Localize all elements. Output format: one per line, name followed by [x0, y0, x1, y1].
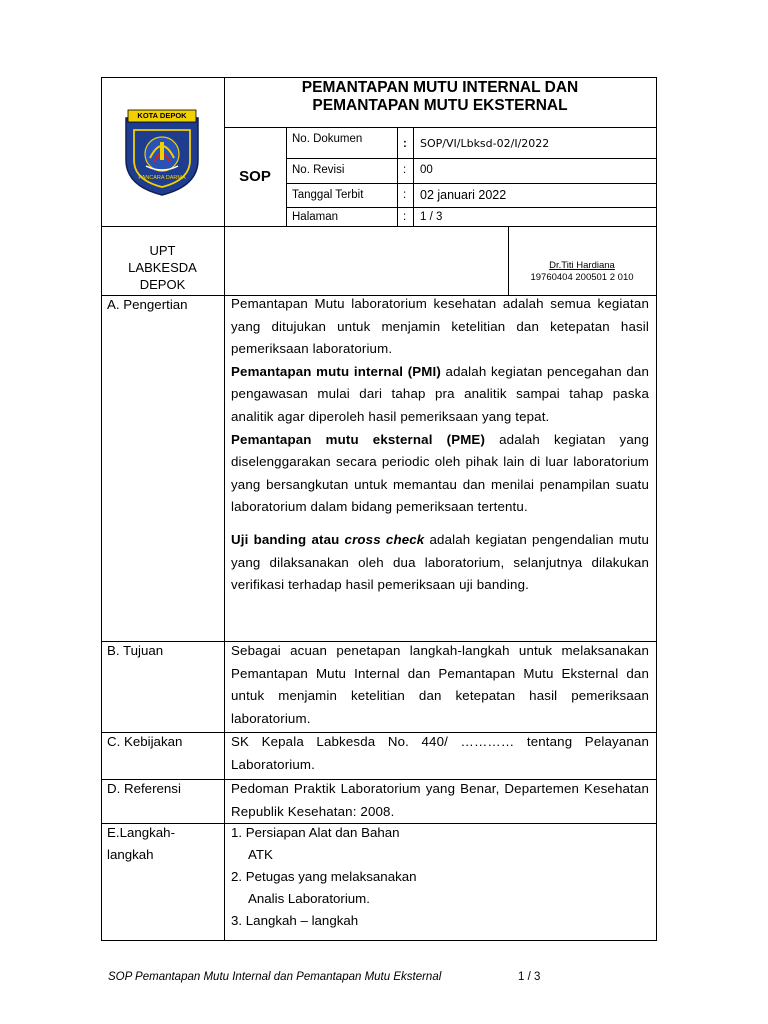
meta-row-line-2: [286, 183, 657, 184]
langkah-item: 3. Langkah – langkah: [231, 913, 359, 928]
pme-paragraph: [231, 429, 649, 519]
meta-value-tanggal: 02 januari 2022: [420, 188, 507, 202]
table-border-top: [101, 77, 657, 78]
section-body-referensi: Pedoman Praktik Laboratorium yang Benar, Departemen Kesehatan Republik Kesehatan: 2008.: [231, 781, 649, 819]
langkah-item: Analis Laboratorium.: [248, 891, 370, 906]
signer-nip: 19760404 200501 2 010: [530, 272, 634, 283]
table-border-bottom: [101, 940, 657, 941]
langkah-item: ATK: [248, 847, 273, 862]
logo-banner-text: KOTA DEPOK: [137, 111, 187, 120]
section-label-langkah: [107, 822, 175, 866]
title-line-1: PEMANTAPAN MUTU INTERNAL DAN: [301, 79, 579, 96]
pmi-paragraph: [231, 361, 649, 429]
meta-label-dokumen: No. Dokumen: [292, 133, 363, 145]
org-line-2: LABKESDA: [128, 260, 197, 275]
langkah-label-line-1: E.Langkah-: [107, 825, 176, 840]
langkah-item: 1. Persiapan Alat dan Bahan: [231, 825, 400, 840]
section-body-kebijakan: SK Kepala Labkesda No. 440/ ………… tentang Pelayanan Laboratorium.: [231, 734, 649, 772]
section-label-pengertian: A. Pengertian: [107, 297, 188, 312]
meta-value-halaman: 1 / 3: [420, 211, 443, 223]
meta-label-halaman: Halaman: [292, 211, 339, 223]
meta-value-revisi: 00: [420, 164, 433, 176]
section-body-pengertian: [231, 293, 649, 597]
section-body-tujuan: Sebagai acuan penetapan langkah-langkah untuk melaksanakan Pemantapan Mutu Internal dan Pemantapan Mutu Eksternal dan untuk menjamin ketelitian dan ketepatan hasil pemeriksaan laboratorium.: [231, 643, 649, 726]
signer-name: Dr.Titi Hardiana: [549, 260, 615, 271]
meta-colon-divider: [413, 127, 414, 226]
pme-term: Pemantapan mutu eksternal (PME): [231, 431, 486, 447]
title-line-2: PEMANTAPAN MUTU EKSTERNAL: [312, 97, 568, 114]
section-label-referensi: D. Referensi: [107, 781, 181, 796]
table-border-left: [101, 77, 102, 941]
meta-value-dokumen: SOP/VI/Lbksd-02/I/2022: [420, 137, 550, 150]
langkah-label-line-2: langkah: [107, 847, 154, 862]
title-row-divider: [224, 127, 657, 128]
pmi-term: Pemantapan mutu internal (PMI): [231, 363, 441, 379]
org-line-3: DEPOK: [139, 277, 186, 292]
sop-label: SOP: [239, 168, 271, 185]
uji-banding-paragraph: [231, 529, 649, 597]
page-title: [224, 79, 656, 115]
sop-col-divider: [286, 127, 287, 226]
meta-label-revisi: No. Revisi: [292, 164, 345, 176]
section-body-langkah: [231, 822, 649, 932]
meta-colon-revisi: :: [403, 164, 407, 176]
langkah-item: 2. Petugas yang melaksanakan: [231, 869, 417, 884]
meta-row-line-1: [286, 158, 657, 159]
footer-page-number: 1 / 3: [518, 971, 541, 983]
logo-motto-text: PANCARA DARMA: [138, 175, 186, 181]
column-divider: [224, 77, 225, 941]
meta-colon-dokumen: :: [403, 138, 407, 150]
meta-label-tanggal: Tanggal Terbit: [292, 189, 364, 201]
pengertian-paragraph: Pemantapan Mutu laboratorium kesehatan adalah semua kegiatan yang ditujukan untuk menjamin ketelitian dan ketepatan hasil pemeriksaan laboratorium.: [231, 296, 649, 357]
meta-colon-tanggal: :: [403, 189, 407, 201]
section-label-tujuan: B. Tujuan: [107, 643, 164, 658]
meta-label-divider: [397, 127, 398, 226]
footer-text: SOP Pemantapan Mutu Internal dan Pemantapan Mutu Eksternal: [108, 971, 442, 983]
uji-term-italic: cross check: [344, 531, 425, 547]
section-label-kebijakan: C. Kebijakan: [107, 734, 183, 749]
shield-emblem-icon: [124, 108, 200, 196]
signature-block: [508, 260, 656, 284]
kota-depok-logo: [124, 108, 200, 196]
uji-term: Uji banding atau: [231, 531, 345, 547]
org-line-1: UPT: [149, 243, 176, 258]
uji-text: adalah kegiatan pengendalian mutu yang dilaksanakan oleh dua laboratorium, selanjutnya dilakukan verifikasi terhadap hasil pemeriksaan uji banding.: [231, 531, 650, 593]
header-bottom-line: [101, 226, 657, 227]
pmi-text: adalah kegiatan pencegahan dan pengawasan mulai dari tahap pra analitik sampai tahap paska analitik agar diperoleh hasil pemeriksaan yang tepat.: [231, 363, 649, 424]
org-name: [101, 242, 224, 293]
meta-colon-halaman: :: [403, 211, 407, 223]
meta-row-line-3: [286, 207, 657, 208]
pme-text: adalah kegiatan yang diselenggarakan secara periodic oleh pihak lain di luar laboratorium yang bersangkutan untuk memantau dan menilai penampilan suatu laboratorium dalam bidang pemeriksaan tertentu.: [231, 431, 649, 515]
